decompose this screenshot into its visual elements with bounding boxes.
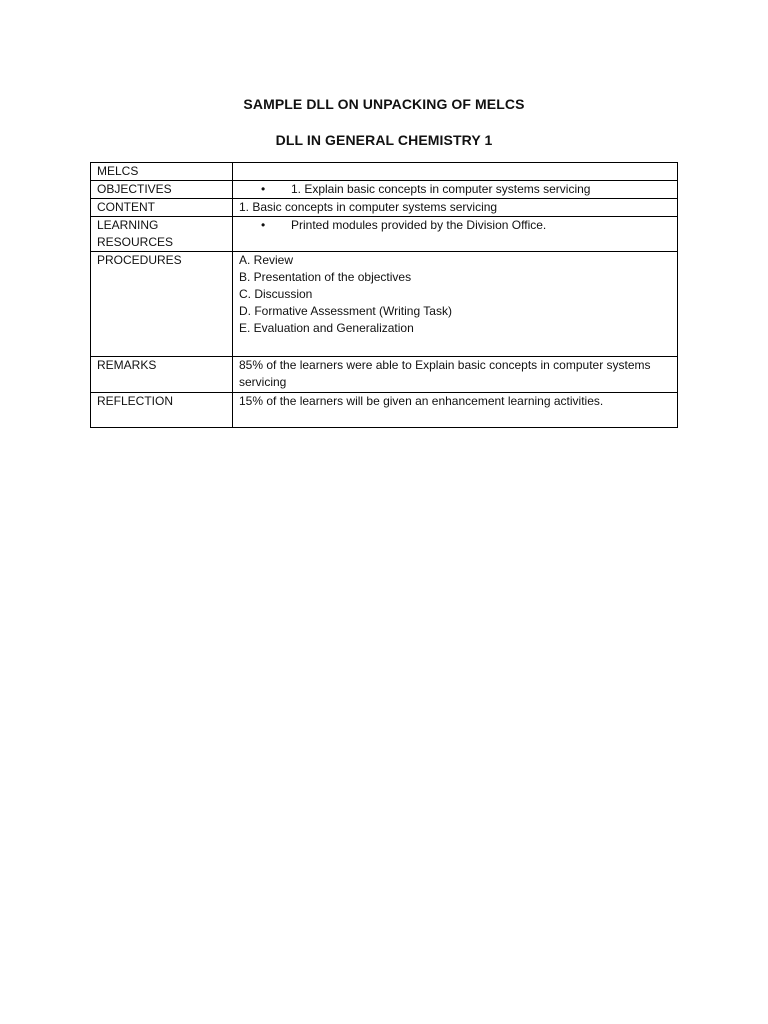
procedures-label: PROCEDURES <box>91 252 233 357</box>
procedure-item-presentation: B. Presentation of the objectives <box>239 270 412 284</box>
bullet-icon: • <box>261 182 266 196</box>
procedure-item-discussion: C. Discussion <box>239 287 313 301</box>
procedure-item-review: A. Review <box>239 253 294 267</box>
melcs-value <box>233 163 678 181</box>
remarks-value: 85% of the learners were able to Explain basic concepts in computer systems servicing <box>233 357 678 393</box>
procedures-cell <box>233 252 678 357</box>
table-row-learning-resources <box>91 217 678 252</box>
learning-resources-cell <box>233 217 678 252</box>
document-title: SAMPLE DLL ON UNPACKING OF MELCS <box>243 96 525 112</box>
table-row-content <box>91 199 678 217</box>
learning-resources-label: LEARNING RESOURCES <box>91 217 233 252</box>
melcs-label: MELCS <box>91 163 233 181</box>
dll-table <box>90 162 678 428</box>
objectives-label: OBJECTIVES <box>91 181 233 199</box>
objectives-cell <box>233 181 678 199</box>
procedure-item-evaluation: E. Evaluation and Generalization <box>239 321 414 335</box>
table-row-procedures <box>91 252 678 357</box>
reflection-label: REFLECTION <box>91 393 233 428</box>
table-row-objectives <box>91 181 678 199</box>
learning-resources-value: Printed modules provided by the Division Office. <box>291 218 547 232</box>
content-label: CONTENT <box>91 199 233 217</box>
bullet-icon: • <box>261 218 266 232</box>
document-subtitle: DLL IN GENERAL CHEMISTRY 1 <box>275 132 493 148</box>
objectives-value: 1. Explain basic concepts in computer systems servicing <box>291 182 591 196</box>
procedure-item-formative-assessment: D. Formative Assessment (Writing Task) <box>239 304 452 318</box>
reflection-value: 15% of the learners will be given an enhancement learning activities. <box>233 393 678 428</box>
content-value: 1. Basic concepts in computer systems servicing <box>233 199 678 217</box>
table-row-reflection <box>91 393 678 428</box>
table-row-remarks <box>91 357 678 393</box>
remarks-label: REMARKS <box>91 357 233 393</box>
table-row-melcs <box>91 163 678 181</box>
